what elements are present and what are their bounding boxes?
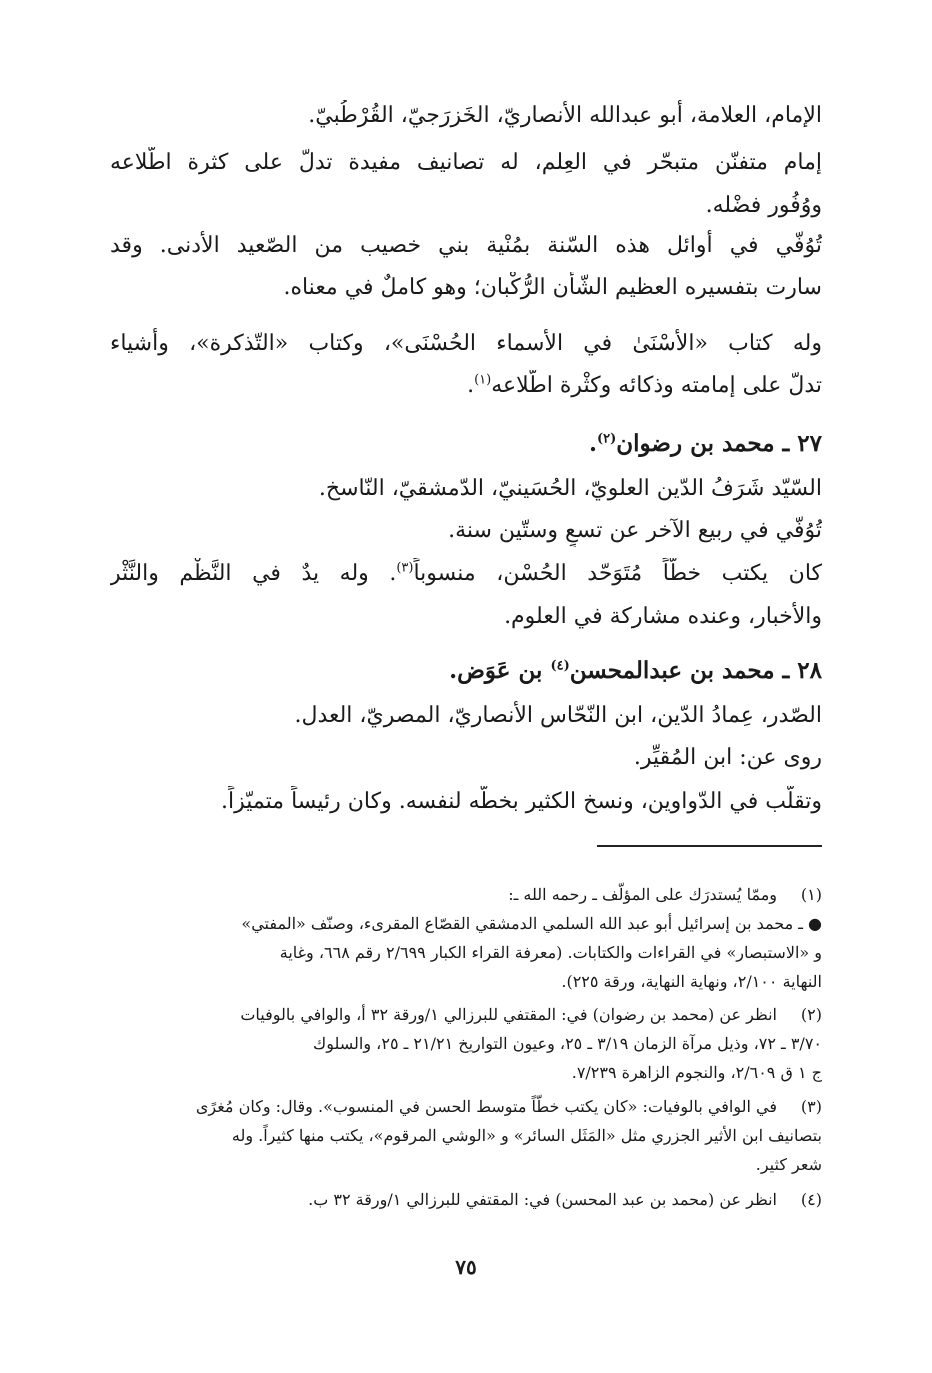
body-line: روى عن: ابن المُقيِّر. <box>633 745 822 770</box>
body-line: تدلّ على إمامته وذكائه وكثْرة اطّلاعه$^{(١)}$. <box>467 372 822 398</box>
footnote-number: (٢) <box>800 1005 822 1024</box>
footnote-text: وممّا يُستدرَك على المؤلّف ـ رحمه الله ـ: <box>508 885 777 904</box>
entry-title: ٢٧ ـ محمد بن رضوان <box>616 430 822 457</box>
entry-heading-28 <box>110 655 822 687</box>
body-text: كان يكتب خطّاً مُتَوَحّد الحُسْن، منسوباً <box>413 561 822 586</box>
entry-heading-27 <box>110 428 822 460</box>
body-line: الصّدر، عِمادُ الدّين، ابن النّحّاس الأنصاريّ، المصريّ، العدل. <box>294 703 822 728</box>
body-line: سارت بتفسيره العظيم الشّأن الرُّكْبان؛ وهو كاملٌ في معناه. <box>283 275 822 300</box>
page-number: ٧٥ <box>455 1255 477 1279</box>
body-line: وله كتاب «الأَسْنَىٰ في الأسماء الحُسْنَى»، وكتاب «التّذكرة»، وأشياء <box>110 331 822 356</box>
footnote-line: ج ١ ق ٢/٦٠٩، والنجوم الزاهرة ٧/٢٣٩. <box>571 1063 822 1082</box>
body-text: . وله يدٌ في النَّظْم والنَّثْر <box>110 561 397 586</box>
footnote-line: ● ـ محمد بن إسرائيل أبو عبد الله السلمي الدمشقي القصّاع المقرىء، وصنّف «المفتي» <box>241 914 822 933</box>
footnote-ref: (٢) <box>596 431 617 447</box>
footnote-number: (١) <box>800 885 822 904</box>
footnote-line: شعر كثير. <box>755 1155 822 1174</box>
entry-title-end: . <box>588 430 597 457</box>
footnote-3 <box>110 1092 822 1121</box>
footnote-ref: (١) <box>474 372 492 388</box>
footnote-4 <box>110 1185 822 1214</box>
footnote-line: بتصانيف ابن الأثير الجزري مثل «المَثَل السائر» و «الوشي المرقوم»، يكتب منها كثيراً. وله <box>231 1126 822 1145</box>
footnote-ref: (٤) <box>550 658 570 674</box>
book-page <box>110 90 822 1350</box>
footnote-ref: (٣) <box>396 560 414 576</box>
footnote-2 <box>110 1000 822 1029</box>
footnote-text: انظر عن (محمد بن عبد المحسن) في: المقتفي للبرزالي ١/ورقة ٣٢ ب. <box>308 1190 777 1209</box>
body-text: تدلّ على إمامته وذكائه وكثْرة اطّلاعه <box>491 373 822 398</box>
body-line <box>110 558 822 590</box>
body-line: ووُفُور فضْله. <box>705 193 822 218</box>
body-line: الإمام، العلامة، أبو عبدالله الأنصاريّ، الخَزرَجيّ، القُرْطُبيّ. <box>308 103 822 128</box>
body-line: تُوُفّي في ربيع الآخر عن تسعٍ وستّين سنة. <box>448 518 822 543</box>
footnote-line: ٣/٧٠ ـ ٧٢، وذيل مرآة الزمان ٣/١٩ ـ ٢٥، وعيون التواريخ ٢١/٢١ ـ ٢٥، والسلوك <box>313 1034 822 1053</box>
footnote-number: (٤) <box>800 1190 822 1209</box>
footnote-1 <box>110 880 822 909</box>
footnote-line: و «الاستبصار» في القراءات والكتابات. (معرفة القراء الكبار ٢/٦٩٩ رقم ٦٦٨، وغاية <box>279 943 822 962</box>
footnote-text: انظر عن (محمد بن رضوان) في: المقتفي للبرزالي ١/ورقة ٣٢ أ، والوافي بالوفيات <box>240 1005 777 1024</box>
body-line: إمام متفنّن متبحّر في العِلم، له تصانيف مفيدة تدلّ على كثرة اطّلاعه <box>110 150 822 175</box>
footnote-number: (٣) <box>800 1097 822 1116</box>
body-line: تُوُفّي في أوائل هذه السّنة بمُنْية بني خصيب من الصّعيد الأدنى. وقد <box>110 233 822 258</box>
footnote-text: في الوافي بالوفيات: «كان يكتب خطّاً متوسط الحسن في المنسوب». وقال: وكان مُغرًى <box>195 1097 777 1116</box>
entry-title-end: بن عَوَض. <box>449 657 543 684</box>
footnote-separator <box>597 845 822 847</box>
body-line: وتقلّب في الدّواوين، ونسخ الكثير بخطّه لنفسه. وكان رئيساً متميّزاً. <box>221 789 822 814</box>
footnote-line: النهاية ٢/١٠٠، ونهاية النهاية، ورقة ٢٢٥). <box>561 972 822 991</box>
body-line: والأخبار، وعنده مشاركة في العلوم. <box>504 604 822 629</box>
entry-title: ٢٨ ـ محمد بن عبدالمحسن <box>569 657 822 684</box>
body-line: السّيّد شَرَفُ الدّين العلويّ، الحُسَينيّ، الدّمشقيّ، النّاسخ. <box>318 476 822 501</box>
